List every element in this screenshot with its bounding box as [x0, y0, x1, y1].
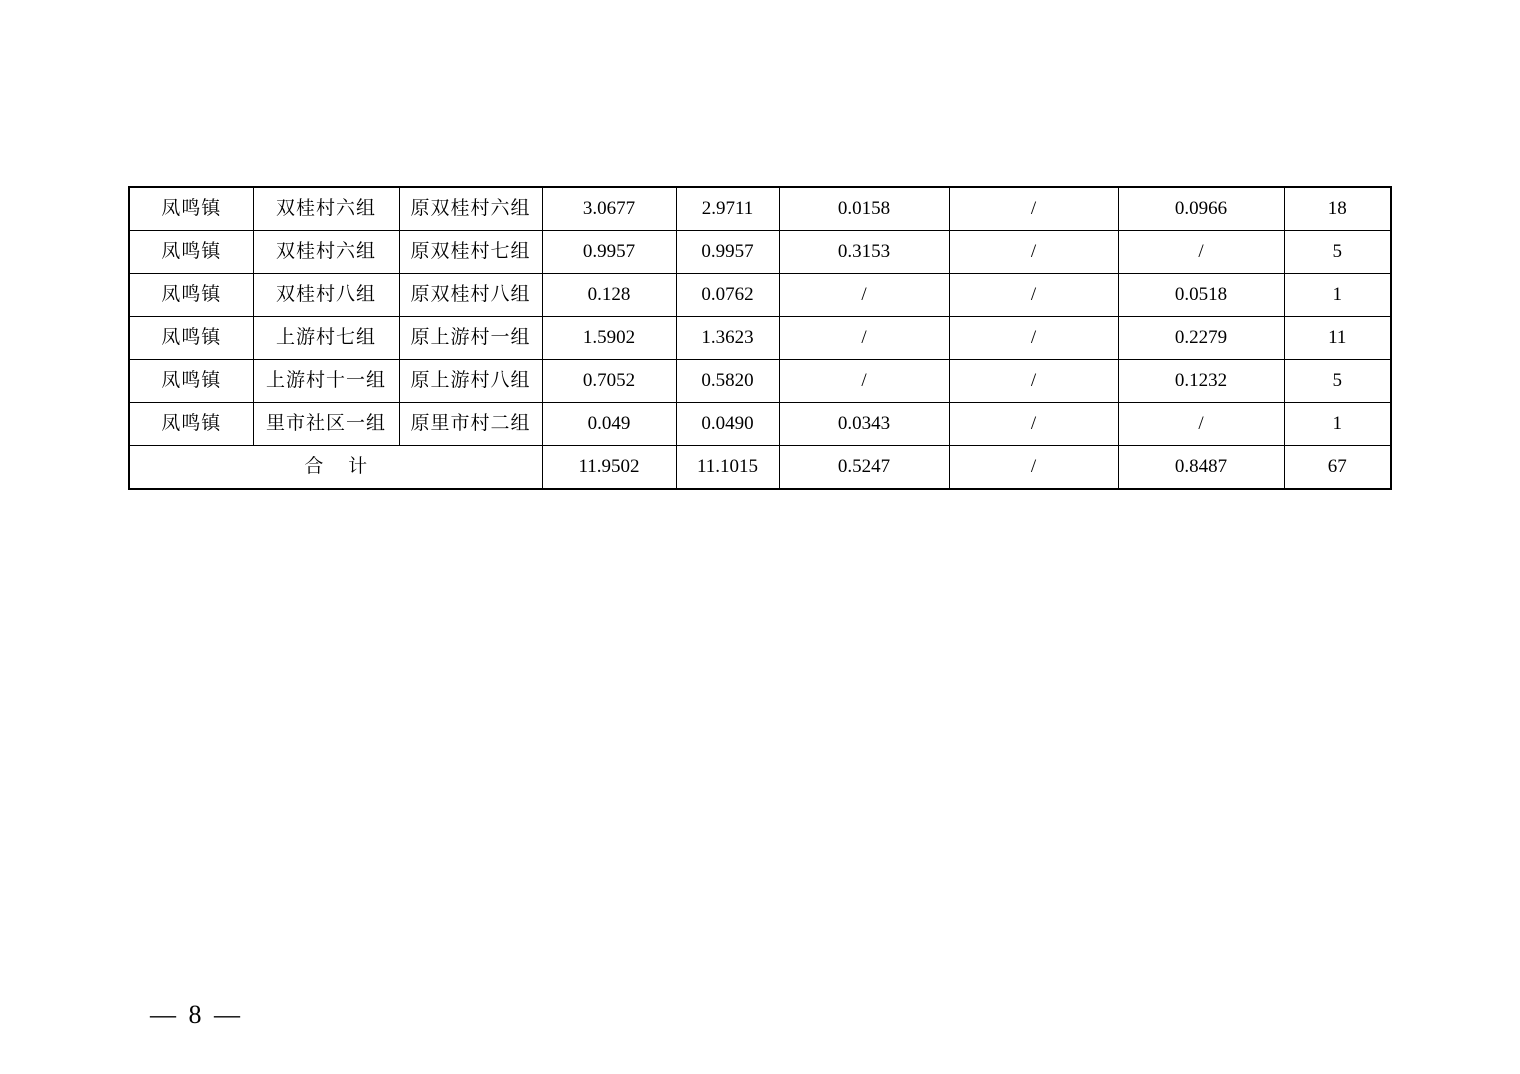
- cell-origin: 原双桂村八组: [399, 274, 542, 317]
- cell-town: 凤鸣镇: [129, 231, 253, 274]
- cell-value-5: 0.2279: [1118, 317, 1284, 360]
- cell-value-1: 1.5902: [542, 317, 676, 360]
- cell-value-1: 0.128: [542, 274, 676, 317]
- cell-value-4: /: [949, 231, 1118, 274]
- cell-value-1: 0.9957: [542, 231, 676, 274]
- cell-value-2: 0.0762: [676, 274, 779, 317]
- cell-value-6: 5: [1284, 231, 1391, 274]
- land-allocation-table: [128, 186, 1392, 490]
- cell-value-2: 2.9711: [676, 187, 779, 231]
- cell-total-value-2: 11.1015: [676, 446, 779, 490]
- cell-value-5: 0.0518: [1118, 274, 1284, 317]
- cell-origin: 原双桂村六组: [399, 187, 542, 231]
- cell-total-value-5: 0.8487: [1118, 446, 1284, 490]
- cell-value-3: /: [779, 274, 949, 317]
- cell-total-value-3: 0.5247: [779, 446, 949, 490]
- cell-value-5: 0.1232: [1118, 360, 1284, 403]
- cell-value-1: 0.7052: [542, 360, 676, 403]
- cell-value-6: 1: [1284, 403, 1391, 446]
- cell-value-5: /: [1118, 231, 1284, 274]
- cell-value-4: /: [949, 274, 1118, 317]
- land-allocation-table-container: [128, 186, 1390, 490]
- cell-value-3: /: [779, 317, 949, 360]
- cell-value-4: /: [949, 317, 1118, 360]
- cell-value-2: 0.9957: [676, 231, 779, 274]
- cell-value-5: 0.0966: [1118, 187, 1284, 231]
- cell-total-value-6: 67: [1284, 446, 1391, 490]
- cell-town: 凤鸣镇: [129, 274, 253, 317]
- cell-total-value-4: /: [949, 446, 1118, 490]
- table-row: [129, 274, 1391, 317]
- cell-group: 上游村十一组: [253, 360, 399, 403]
- cell-value-4: /: [949, 403, 1118, 446]
- table-row: [129, 360, 1391, 403]
- table-row: [129, 231, 1391, 274]
- cell-town: 凤鸣镇: [129, 360, 253, 403]
- table-total-row: [129, 446, 1391, 490]
- cell-origin: 原上游村一组: [399, 317, 542, 360]
- cell-group: 双桂村六组: [253, 187, 399, 231]
- cell-value-6: 5: [1284, 360, 1391, 403]
- cell-value-4: /: [949, 187, 1118, 231]
- cell-value-3: /: [779, 360, 949, 403]
- cell-value-6: 11: [1284, 317, 1391, 360]
- cell-value-3: 0.0158: [779, 187, 949, 231]
- table-row: [129, 187, 1391, 231]
- cell-town: 凤鸣镇: [129, 317, 253, 360]
- cell-value-2: 0.0490: [676, 403, 779, 446]
- cell-group: 双桂村八组: [253, 274, 399, 317]
- cell-total-label: 合 计: [129, 446, 542, 490]
- cell-value-6: 1: [1284, 274, 1391, 317]
- table-row: [129, 403, 1391, 446]
- cell-value-1: 3.0677: [542, 187, 676, 231]
- cell-value-5: /: [1118, 403, 1284, 446]
- cell-value-1: 0.049: [542, 403, 676, 446]
- cell-origin: 原上游村八组: [399, 360, 542, 403]
- cell-origin: 原里市村二组: [399, 403, 542, 446]
- cell-origin: 原双桂村七组: [399, 231, 542, 274]
- cell-value-2: 0.5820: [676, 360, 779, 403]
- cell-value-6: 18: [1284, 187, 1391, 231]
- cell-value-3: 0.3153: [779, 231, 949, 274]
- cell-group: 里市社区一组: [253, 403, 399, 446]
- cell-town: 凤鸣镇: [129, 403, 253, 446]
- cell-total-value-1: 11.9502: [542, 446, 676, 490]
- page-number: — 8 —: [150, 1000, 243, 1029]
- cell-group: 双桂村六组: [253, 231, 399, 274]
- cell-group: 上游村七组: [253, 317, 399, 360]
- table-row: [129, 317, 1391, 360]
- cell-value-3: 0.0343: [779, 403, 949, 446]
- cell-value-4: /: [949, 360, 1118, 403]
- cell-town: 凤鸣镇: [129, 187, 253, 231]
- cell-value-2: 1.3623: [676, 317, 779, 360]
